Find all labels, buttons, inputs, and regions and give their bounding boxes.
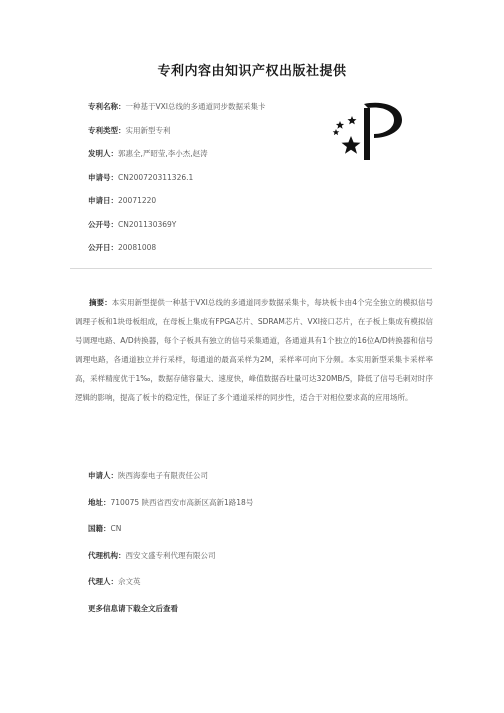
- page-title: 专利内容由知识产权出版社提供: [157, 64, 347, 79]
- field-label: 申请人：: [88, 471, 118, 480]
- field-label: 公开日：: [88, 243, 118, 252]
- field-value: 一种基于VXI总线的多通道同步数据采集卡: [125, 102, 266, 111]
- more-info-link[interactable]: 更多信息请下载全文后查看: [88, 603, 178, 613]
- abstract: [75, 293, 433, 407]
- star-small-icon: [336, 121, 344, 129]
- field-label: 国籍：: [88, 524, 111, 533]
- patent-office-emblem-icon: [330, 98, 406, 162]
- field-label: 地址：: [88, 497, 111, 507]
- field-label: 申请号：: [88, 172, 118, 182]
- divider: [70, 268, 432, 269]
- field-agent: [88, 576, 418, 603]
- star-small-icon: [348, 116, 357, 124]
- field-value: CN: [110, 524, 122, 533]
- field-label: 专利类型：: [88, 125, 126, 135]
- patent-info: [88, 101, 328, 266]
- field-value: 郭惠全,严昭莹,李小杰,赵涛: [118, 149, 208, 158]
- field-value: CN200720311326.1: [118, 172, 194, 182]
- field-value: 710075 陕西省西安市高新区高新1路18号: [110, 497, 254, 507]
- field-value: 20071220: [118, 196, 157, 205]
- field-label: 申请日：: [88, 196, 118, 205]
- field-label: 代理人：: [88, 577, 118, 586]
- field-label: 专利名称：: [88, 102, 126, 111]
- field-patent-type: [88, 125, 328, 149]
- abstract-label: 摘要：: [89, 298, 112, 307]
- field-label: 发明人：: [88, 149, 118, 158]
- field-application-number: [88, 172, 328, 196]
- field-value: CN201130369Y: [118, 219, 177, 229]
- field-application-date: [88, 195, 328, 219]
- field-address: [88, 497, 418, 524]
- field-nationality: [88, 523, 418, 550]
- field-value: 佘文英: [118, 577, 141, 586]
- field-value: 陕西海泰电子有限责任公司: [118, 471, 208, 480]
- abstract-text: 本实用新型提供一种基于VXI总线的多通道同步数据采集卡，每块板卡由4个完全独立的模拟信号调理子板和1块母板组成，在母板上集成有FPGA芯片、SDRAM芯片、VXI接口芯片，在子板上集成有模拟信号调理电路、A/D转换器，每个子板具有独立的信号采集通道，各通道具有1个独立的16位A/D转换器和信号调理电路，各通道独立并行采样，每通道的最高采样为2M，采样率可向下分频。本实用新型采集卡采样率高，采样精度优于1‰，数据存储容量大、速度快，峰值数据吞吐量可达320MB/S，降低了信号毛刺对时序逻辑的影响，提高了板卡的稳定性，保证了多个通道采样的同步性，适合于对相位要求高的应用场所。: [75, 298, 434, 402]
- field-label: 代理机构：: [88, 550, 126, 560]
- emblem-bar: [364, 108, 370, 160]
- field-patent-name: [88, 101, 328, 125]
- field-value: 西安文盛专利代理有限公司: [125, 550, 216, 560]
- field-publication-number: [88, 219, 328, 243]
- applicant-details: [88, 470, 418, 629]
- more-info-row: [88, 603, 418, 630]
- field-publication-date: [88, 242, 328, 266]
- field-agency: [88, 550, 418, 577]
- star-small-icon: [333, 129, 340, 135]
- field-applicant: [88, 470, 418, 497]
- field-label: 公开号：: [88, 219, 118, 229]
- field-inventors: [88, 148, 328, 172]
- star-large-icon: [342, 136, 361, 154]
- field-value: 实用新型专利: [125, 125, 171, 135]
- field-value: 20081008: [118, 243, 157, 252]
